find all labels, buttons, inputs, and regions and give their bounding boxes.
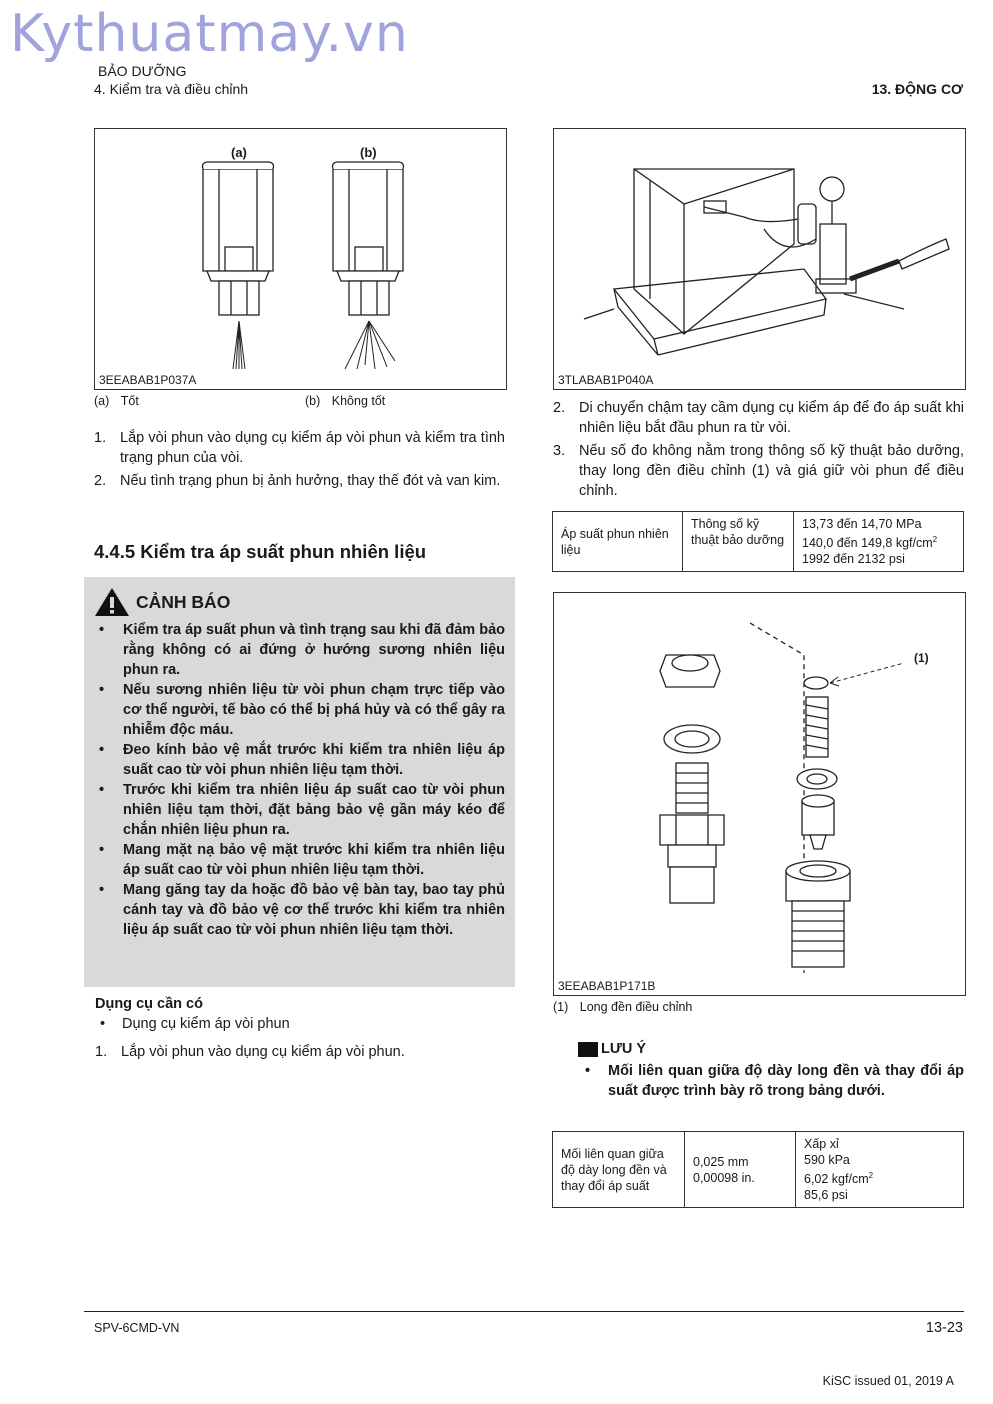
- figure-code: 3EEABAB1P171B: [558, 979, 656, 993]
- step-text: Di chuyển chậm tay cầm dụng cụ kiểm áp để đo áp suất khi nhiên liệu bắt đầu phun ra từ vòi.: [579, 400, 964, 436]
- list-item: • Mang găng tay da hoặc đồ bảo vệ bàn tay, bao tay phủ cánh tay và đồ bảo vệ cơ thể trước khi kiểm tra nhiên liệu áp suất cao từ vòi phun nhiên liệu tạm thời.: [99, 882, 505, 938]
- warning-triangle-icon: [94, 587, 130, 617]
- step-text: Lắp vòi phun vào dụng cụ kiểm áp vòi phun và kiểm tra tình trạng phun của vòi.: [120, 430, 505, 466]
- nozzle-tester-figure: [553, 128, 966, 390]
- warning-text: Kiểm tra áp suất phun và tình trạng sau khi đã đảm bảo rằng không có ai đứng ở hướng sương nhiên liệu phun ra.: [123, 622, 505, 678]
- list-item: [94, 428, 505, 468]
- step-number: 1.: [94, 430, 107, 446]
- step-left-b: [95, 1044, 405, 1060]
- step-number: 2.: [553, 400, 566, 416]
- spec-values: [794, 512, 964, 572]
- spec-table: [552, 511, 964, 572]
- step-number: 1.: [95, 1044, 108, 1060]
- warning-header: [94, 587, 230, 617]
- step-number: 3.: [553, 443, 566, 459]
- footer-divider: [84, 1311, 964, 1312]
- relation-pressure: [796, 1132, 964, 1208]
- note-text: Mối liên quan giữa độ dày long đền và thay đổi áp suất được trình bày rõ trong bảng dưới.: [608, 1063, 964, 1099]
- tools-item-text: Dụng cụ kiểm áp vòi phun: [122, 1016, 290, 1032]
- warning-text: Nếu sương nhiên liệu từ vòi phun chạm trực tiếp vào cơ thể người, tế bào có thể bị phá hủy và có thể gây ra nhiễm độc máu.: [123, 682, 505, 738]
- tools-title: Dụng cụ cần có: [95, 996, 203, 1012]
- spec-value-psi: 1992 đến 2132 psi: [802, 552, 905, 567]
- caption-b-key: (b): [305, 394, 321, 408]
- relation-label: Mối liên quan giữa độ dày long đền và thay đổi áp suất: [553, 1132, 685, 1208]
- footer-issued: KiSC issued 01, 2019 A: [822, 1374, 954, 1388]
- warning-list: [96, 620, 505, 940]
- step-text: Lắp vòi phun vào dụng cụ kiểm áp vòi phun.: [121, 1044, 405, 1060]
- list-item: • Đeo kính bảo vệ mắt trước khi kiểm tra nhiên liệu áp suất cao từ vòi phun nhiên liệu tạm thời.: [99, 742, 505, 778]
- pressure-kpa: 590 kPa: [804, 1153, 850, 1167]
- list-item: [94, 471, 505, 491]
- header-chapter: 13. ĐỘNG CƠ: [871, 81, 963, 97]
- list-item: • Nếu sương nhiên liệu từ vòi phun chạm trực tiếp vào cơ thể người, tế bào có thể bị phá hủy và có thể gây ra nhiễm độc máu.: [99, 682, 505, 738]
- nozzle-exploded-figure: [553, 592, 966, 996]
- spec-value-mpa: 13,73 đến 14,70 MPa: [802, 517, 922, 531]
- list-item: • Kiểm tra áp suất phun và tình trạng sau khi đã đảm bảo rằng không có ai đứng ở hướng sương nhiên liệu phun ra.: [99, 622, 505, 678]
- relation-thickness: [685, 1132, 796, 1208]
- nozzle-exploded-drawing: [554, 593, 965, 973]
- warning-box: [84, 577, 515, 987]
- table-row: [553, 512, 964, 572]
- note-title: LƯU Ý: [601, 1041, 647, 1057]
- pressure-approx: Xấp xỉ: [804, 1137, 839, 1151]
- step-text: Nếu tình trạng phun bị ảnh hưởng, thay thế đót và van kim.: [120, 473, 501, 489]
- thickness-mm: 0,025 mm: [693, 1154, 749, 1169]
- warning-text: Đeo kính bảo vệ mắt trước khi kiểm tra nhiên liệu áp suất cao từ vòi phun nhiên liệu tạm thời.: [123, 742, 505, 778]
- note-square-icon: [578, 1042, 598, 1057]
- note-header: [578, 1041, 646, 1057]
- pressure-kgf: 6,02 kgf/$cm^2$: [804, 1171, 874, 1187]
- tools-item: • Dụng cụ kiểm áp vòi phun: [100, 1016, 290, 1032]
- list-item: [553, 398, 964, 438]
- callout-label: (1): [914, 651, 929, 665]
- list-item: • Trước khi kiểm tra nhiên liệu áp suất cao từ vòi phun nhiên liệu tạm thời, đặt bảng bảo vệ gần máy kéo để chắn nhiên liệu phun ra.: [99, 782, 505, 838]
- caption-b-text: Không tốt: [331, 394, 386, 408]
- note-body: [583, 1061, 964, 1101]
- list-item: • Mối liên quan giữa độ dày long đền và thay đổi áp suất được trình bày rõ trong bảng dưới.: [585, 1063, 964, 1099]
- spec-value-kgf: 140,0 đến 149,8 kgf/$cm^2$: [802, 535, 938, 551]
- warning-text: Mang mặt nạ bảo vệ mặt trước khi kiểm tra nhiên liệu áp suất cao từ vòi phun nhiên liệu tạm thời.: [123, 842, 505, 878]
- list-item: [553, 441, 964, 501]
- relation-table: [552, 1131, 964, 1208]
- caption-b: [305, 394, 385, 408]
- table-row: [553, 1132, 964, 1208]
- figure-label-a: (a): [231, 145, 247, 160]
- steps-right: [553, 398, 964, 504]
- header-subsection: 4. Kiểm tra và điều chỉnh: [94, 81, 249, 97]
- thickness-in: 0,00098 in.: [693, 1170, 755, 1185]
- footer-page-number: 13-23: [925, 1320, 963, 1336]
- caption-key: (1): [553, 1000, 569, 1014]
- header-section: BẢO DƯỠNG: [98, 63, 187, 79]
- warning-title: CẢNH BÁO: [136, 591, 231, 612]
- spec-label: Áp suất phun nhiên liệu: [553, 512, 683, 572]
- caption-a: [94, 394, 139, 408]
- spray-pattern-figure: [94, 128, 507, 390]
- warning-text: Mang găng tay da hoặc đồ bảo vệ bàn tay, bao tay phủ cánh tay và đồ bảo vệ cơ thể trước khi kiểm tra nhiên liệu áp suất cao từ vòi phun nhiên liệu tạm thời.: [123, 882, 505, 938]
- pressure-psi: 85,6 psi: [804, 1188, 848, 1203]
- spec-type: Thông số kỹ thuật bảo dưỡng: [683, 512, 794, 572]
- footer-doc-code: SPV-6CMD-VN: [94, 1321, 180, 1335]
- warning-text: Trước khi kiểm tra nhiên liệu áp suất cao từ vòi phun nhiên liệu tạm thời, đặt bảng bảo vệ gần máy kéo để chắn nhiên liệu phun ra.: [123, 782, 505, 838]
- caption-text: Long đền điều chỉnh: [579, 1000, 693, 1014]
- caption-fig3: [553, 1000, 692, 1014]
- caption-a-text: Tốt: [120, 394, 139, 408]
- figure-code: 3EEABAB1P037A: [99, 373, 197, 387]
- nozzle-tester-drawing: [554, 129, 965, 369]
- spray-pattern-drawing: [95, 129, 506, 369]
- figure-code: 3TLABAB1P040A: [558, 373, 654, 387]
- section-title: 4.4.5 Kiểm tra áp suất phun nhiên liệu: [94, 541, 427, 562]
- steps-left: [94, 428, 505, 494]
- figure-label-b: (b): [360, 145, 377, 160]
- step-number: 2.: [94, 473, 107, 489]
- caption-a-key: (a): [94, 394, 110, 408]
- list-item: • Mang mặt nạ bảo vệ mặt trước khi kiểm tra nhiên liệu áp suất cao từ vòi phun nhiên liệu tạm thời.: [99, 842, 505, 878]
- step-text: Nếu số đo không nằm trong thông số kỹ thuật bảo dưỡng, thay long đền điều chỉnh (1) và giá giữ vòi phun để điều chỉnh.: [579, 443, 964, 499]
- watermark: Kythuatmay.vn: [10, 4, 409, 64]
